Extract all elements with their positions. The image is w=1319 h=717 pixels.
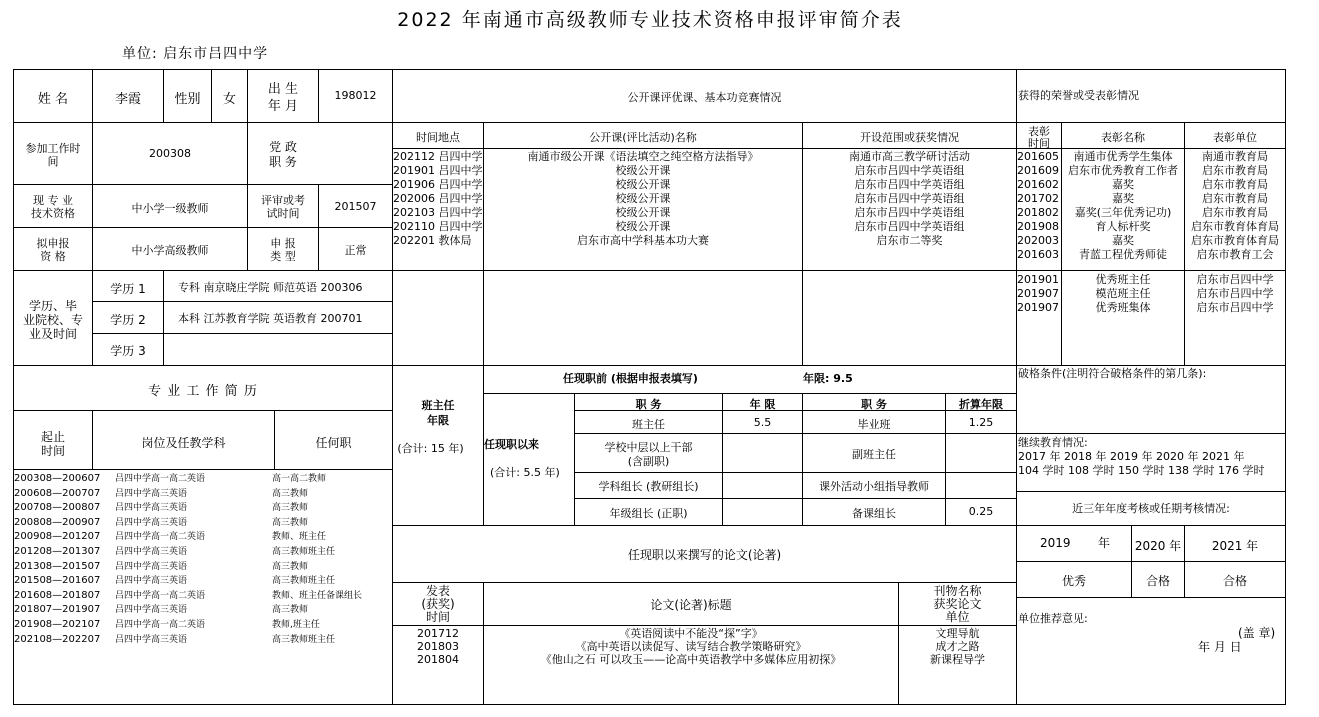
- headteacher-label: 班主任: [421, 399, 455, 412]
- page-title: 2022 年南通市高级教师专业技术资格申报评审简介表: [397, 9, 903, 31]
- honor-name: 南通市优秀学生集体: [1073, 150, 1173, 163]
- honor-name: 嘉奖: [1112, 178, 1134, 191]
- history-job: 高三教师: [272, 517, 309, 528]
- honors-col-unit: 表彰单位: [1213, 131, 1257, 144]
- conv-years: 0.25: [968, 505, 994, 518]
- name-value: 李霞: [114, 92, 141, 107]
- cur-title-value: 中小学一级教师: [131, 202, 209, 215]
- gender-value: 女: [222, 92, 236, 107]
- education-label-3: 业及时间: [28, 327, 77, 341]
- honor-time: 202003: [1017, 234, 1059, 247]
- party-label-2: 职 务: [269, 155, 297, 169]
- honor-units: [1185, 150, 1285, 262]
- duty-years: 5.5: [753, 416, 772, 429]
- col-conv: 折算年限: [959, 398, 1003, 411]
- paper-title: 《他山之石 可以攻玉——论高中英语教学中多媒体应用初探》: [540, 653, 842, 666]
- papers-col-time-2: (获奖): [421, 597, 455, 611]
- paper-title: 《英语阅读中不能没“探”字》: [619, 627, 763, 640]
- history-post: 吕四中学高三英语: [115, 561, 188, 572]
- honors-header: 获得的荣誉或受表彰情况: [1018, 89, 1139, 102]
- paper-times: [393, 627, 483, 666]
- public-scope: 启东市吕四中学英语组: [854, 206, 965, 219]
- apply-value: 中小学高级教师: [131, 244, 209, 257]
- honors-col-name: 表彰名称: [1101, 131, 1145, 144]
- history-col-time: 起止: [40, 430, 65, 444]
- papers-header: 任现职以来撰写的论文(论著): [627, 548, 782, 562]
- history-post: 吕四中学高三英语: [115, 517, 188, 528]
- continuing-education-years: 2017 年 2018 年 2019 年 2020 年 2021 年: [1018, 450, 1245, 463]
- education-row-label: 学历 1: [110, 282, 146, 296]
- honor-name: 青蓝工程优秀师徒: [1079, 248, 1167, 261]
- papers-col-time-3: 时间: [425, 610, 450, 624]
- exam-label-2: 试时间: [266, 207, 300, 220]
- paper-time: 201804: [417, 653, 459, 666]
- before-label: 任现职前 (根据申报表填写): [563, 372, 698, 385]
- history-period: 200808—200907: [14, 516, 101, 528]
- history-post: 吕四中学高一高二英语: [115, 474, 206, 484]
- public-name: 校级公开课: [615, 220, 671, 233]
- history-period: 200608—200707: [14, 487, 101, 499]
- papers-col-pub-3: 单位: [945, 610, 970, 624]
- history-job: 高三教师: [272, 605, 309, 616]
- duty-row: 学科组长 (教研组长): [598, 480, 699, 493]
- history-post: 吕四中学高三英语: [115, 605, 188, 616]
- since-total: (合计: 5.5 年): [490, 466, 560, 479]
- honor-units-2: [1185, 273, 1285, 315]
- honor-name: 嘉奖(三年优秀记功): [1074, 206, 1172, 219]
- public-scope: 启东市吕四中学英语组: [854, 178, 965, 191]
- recommend-label: 单位推荐意见:: [1018, 612, 1088, 625]
- honor-name: 嘉奖: [1112, 234, 1134, 247]
- paper-pub: 文理导航: [935, 627, 980, 640]
- col-duty2: 职 务: [861, 398, 887, 411]
- cur-title-label: 现 专 业: [33, 194, 73, 207]
- honor-unit: 启东市教育局: [1202, 192, 1268, 205]
- history-col-post: 岗位及任教学科: [141, 436, 226, 450]
- public-time: 202112 吕四中学: [393, 150, 483, 163]
- honor-unit: 启东市吕四中学: [1196, 273, 1274, 286]
- assess-result: 合格: [1145, 574, 1170, 588]
- seal-label: (盖 章): [1238, 626, 1276, 640]
- public-scope: 启东市二等奖: [876, 234, 943, 247]
- history-period: 200708—200807: [14, 502, 101, 514]
- headteacher-label-2: 年限: [427, 414, 449, 427]
- honors-col-time: 表彰: [1028, 125, 1050, 138]
- honor-time: 201907: [1017, 301, 1059, 314]
- papers-col-pub: 刊物名称: [933, 584, 982, 598]
- paper-pub: 新课程导学: [930, 653, 985, 666]
- honor-times-2: [1017, 273, 1061, 315]
- history-job: 高三教师: [272, 561, 309, 572]
- public-scope: 启东市吕四中学英语组: [854, 220, 965, 233]
- public-col-time: 时间地点: [416, 131, 460, 144]
- honor-names: [1062, 150, 1184, 262]
- history-post: 吕四中学高三英语: [115, 503, 188, 514]
- history-period: 201908—202107: [14, 618, 101, 630]
- education-row-value: 专科 南京晓庄学院 师范英语 200306: [178, 281, 363, 294]
- history-period: 201308—201507: [14, 560, 101, 572]
- history-period: 201608—201807: [14, 589, 101, 601]
- continuing-education-label: 继续教育情况:: [1018, 436, 1088, 449]
- assess-result: 合格: [1222, 574, 1247, 588]
- public-time: 202110 吕四中学: [393, 220, 483, 233]
- honor-unit: 启东市教育局: [1202, 206, 1268, 219]
- party-label: 党 政: [269, 140, 297, 154]
- public-time: 202201 教体局: [393, 234, 472, 247]
- since-label: 任现职以来: [484, 438, 539, 451]
- history-post: 吕四中学高一高二英语: [115, 532, 206, 543]
- honor-time: 201609: [1017, 164, 1059, 177]
- duty-row: 年级组长 (正职): [609, 507, 688, 520]
- public-name: 南通市级公开课《语法填空之纯空格方法指导》: [527, 150, 759, 163]
- education-row-label: 学历 2: [110, 313, 146, 327]
- history-posts: [115, 472, 275, 647]
- honor-time: 201901: [1017, 273, 1059, 286]
- history-col-time-2: 时间: [40, 444, 65, 458]
- continuing-education-hours: 104 学时 108 学时 150 学时 138 学时 176 学时: [1018, 464, 1265, 477]
- honor-name: 优秀班集体: [1095, 301, 1151, 314]
- honors-col-time-2: 时间: [1028, 137, 1050, 150]
- honor-unit: 启东市吕四中学: [1196, 301, 1274, 314]
- education-label-2: 业院校、专: [22, 313, 83, 327]
- honor-unit: 启东市教育体育局: [1191, 234, 1279, 247]
- honor-names-2: [1062, 273, 1184, 315]
- conv-years: 1.25: [968, 416, 994, 429]
- assess-year: 2019: [1040, 536, 1071, 550]
- history-period: 201807—201907: [14, 604, 101, 616]
- date-label: 年 月 日: [1198, 640, 1242, 654]
- education-row-value: 本科 江苏教育学院 英语教育 200701: [178, 312, 363, 325]
- gender-label: 性别: [174, 92, 201, 107]
- honor-unit: 南通市教育局: [1202, 150, 1268, 163]
- public-time: 201906 吕四中学: [393, 178, 483, 191]
- papers-col-title: 论文(论著)标题: [650, 598, 732, 612]
- history-job: 教师、班主任: [272, 532, 327, 543]
- apply-label: 拟申报: [36, 237, 70, 250]
- history-job: 高三教师: [272, 488, 309, 499]
- honor-unit: 启东市教育局: [1202, 178, 1268, 191]
- history-period: 201508—201607: [14, 575, 101, 587]
- public-col-scope: 开设范围或获奖情况: [860, 131, 959, 144]
- history-period: 200308—200607: [14, 473, 101, 484]
- public-time: 202103 吕四中学: [393, 206, 483, 219]
- cur-title-label-2: 技术资格: [31, 207, 75, 220]
- public-scope: 启东市吕四中学英语组: [854, 192, 965, 205]
- paper-pubs: [899, 627, 1016, 666]
- honor-time: 201802: [1017, 206, 1059, 219]
- assess-year: 2020 年: [1134, 539, 1182, 553]
- history-job: 高三教师班主任: [272, 546, 336, 557]
- history-job: 教师,班主任: [272, 619, 320, 630]
- papers-col-pub-2: 获奖论文: [933, 597, 982, 611]
- apply-label-2: 资 格: [40, 250, 66, 263]
- paper-pub: 成才之路: [935, 640, 980, 653]
- history-post: 吕四中学高三英语: [115, 546, 188, 557]
- col-years: 年 限: [749, 398, 776, 411]
- public-time: 202006 吕四中学: [393, 192, 483, 205]
- duty-row: 班主任: [632, 418, 665, 431]
- assess-year-unit: 年: [1098, 536, 1111, 550]
- apply-type-label-2: 类 型: [270, 250, 296, 263]
- history-period: 200908—201207: [14, 531, 101, 543]
- exam-value: 201507: [334, 200, 377, 213]
- honor-time: 201907: [1017, 287, 1059, 300]
- honor-time: 201702: [1017, 192, 1059, 205]
- public-scope: 南通市高三教学研讨活动: [849, 150, 970, 163]
- honor-time: 201605: [1017, 150, 1059, 163]
- break-condition: 破格条件(注明符合破格条件的第几条):: [1018, 367, 1207, 380]
- honor-name: 育人标杆奖: [1095, 220, 1151, 233]
- history-job: 高一高二教师: [272, 474, 327, 484]
- papers-col-time: 发表: [425, 584, 450, 598]
- history-post: 吕四中学高一高二英语: [115, 619, 206, 630]
- paper-time: 201712: [417, 627, 459, 640]
- birth-label: 出 生: [267, 82, 299, 97]
- duty2-row: 备课组长: [852, 507, 896, 520]
- honor-name: 模范班主任: [1095, 287, 1151, 300]
- public-scopes: [803, 150, 1016, 248]
- history-header: 专 业 工 作 简 历: [148, 384, 258, 399]
- duty-row-2: (含副职): [627, 455, 670, 468]
- unit-label: 单位: 启东市吕四中学: [122, 46, 269, 62]
- honor-time: 201908: [1017, 220, 1059, 233]
- history-job: 高三教师班主任: [272, 576, 336, 587]
- history-post: 吕四中学高三英语: [115, 576, 188, 587]
- honor-time: 201603: [1017, 248, 1059, 261]
- public-name: 校级公开课: [615, 164, 671, 177]
- assess-year: 2021 年: [1211, 539, 1259, 553]
- birth-label-2: 年 月: [267, 99, 299, 114]
- history-post: 吕四中学高三英语: [115, 488, 188, 499]
- years-label: 年限: 9.5: [803, 372, 853, 385]
- apply-type-label: 申 报: [270, 237, 296, 250]
- honor-unit: 启东市教育工会: [1196, 248, 1274, 261]
- public-name: 校级公开课: [615, 192, 671, 205]
- name-label: 姓 名: [37, 92, 69, 107]
- public-names: [484, 150, 802, 248]
- apply-type-value: 正常: [344, 244, 367, 257]
- honor-name: 启东市优秀教育工作者: [1068, 164, 1178, 177]
- public-times: [393, 150, 483, 248]
- paper-time: 201803: [417, 640, 459, 653]
- honor-unit: 启东市吕四中学: [1196, 287, 1274, 300]
- work-start-label-2: 间: [47, 155, 59, 168]
- public-scope: 启东市吕四中学英语组: [854, 164, 965, 177]
- honor-unit: 启东市教育体育局: [1191, 220, 1279, 233]
- public-time: 201901 吕四中学: [393, 164, 483, 177]
- education-row-label: 学历 3: [110, 344, 146, 358]
- honor-time: 201602: [1017, 178, 1059, 191]
- history-job: 高三教师班主任: [272, 634, 336, 645]
- headteacher-total: (合计: 15 年): [397, 442, 464, 455]
- history-jobs: [272, 472, 392, 647]
- honor-name: 嘉奖: [1112, 192, 1134, 205]
- col-duty: 职 务: [635, 398, 662, 411]
- history-job: 高三教师: [272, 503, 309, 514]
- duty2-row: 毕业班: [857, 418, 891, 431]
- history-col-job: 任何职: [315, 436, 352, 450]
- birth-value: 198012: [334, 89, 377, 102]
- honor-name: 优秀班主任: [1095, 273, 1151, 286]
- history-post: 吕四中学高三英语: [115, 634, 188, 645]
- honor-unit: 启东市教育局: [1202, 164, 1268, 177]
- paper-titles: [484, 627, 898, 666]
- duty2-row: 课外活动小组指导教师: [819, 480, 929, 493]
- duty2-row: 副班主任: [852, 448, 896, 461]
- history-period: 202108—202207: [14, 633, 101, 645]
- work-start-value: 200308: [149, 147, 191, 160]
- paper-title: 《高中英语以读促写、读写结合教学策略研究》: [575, 640, 807, 653]
- history-period: 201208—201307: [14, 545, 101, 557]
- work-start-label: 参加工作时: [25, 142, 81, 155]
- exam-label: 评审或考: [261, 194, 305, 207]
- public-name: 校级公开课: [615, 206, 671, 219]
- history-periods: [14, 472, 114, 647]
- public-name: 启东市高中学科基本功大赛: [577, 234, 709, 247]
- education-label: 学历、毕: [28, 299, 77, 313]
- years-value: 9.5: [833, 372, 853, 385]
- assess-result: 优秀: [1061, 574, 1086, 588]
- duty-row: 学校中层以上干部: [604, 441, 693, 454]
- public-name: 校级公开课: [615, 178, 671, 191]
- history-job: 教师、班主任备课组长: [272, 590, 363, 601]
- history-post: 吕四中学高一高二英语: [115, 590, 206, 601]
- assessment-title: 近三年年度考核或任期考核情况:: [1072, 502, 1230, 515]
- honor-times: [1017, 150, 1061, 262]
- public-class-header: 公开课评优课、基本功竞赛情况: [627, 91, 782, 104]
- public-col-name: 公开课(评比活动)名称: [589, 131, 697, 144]
